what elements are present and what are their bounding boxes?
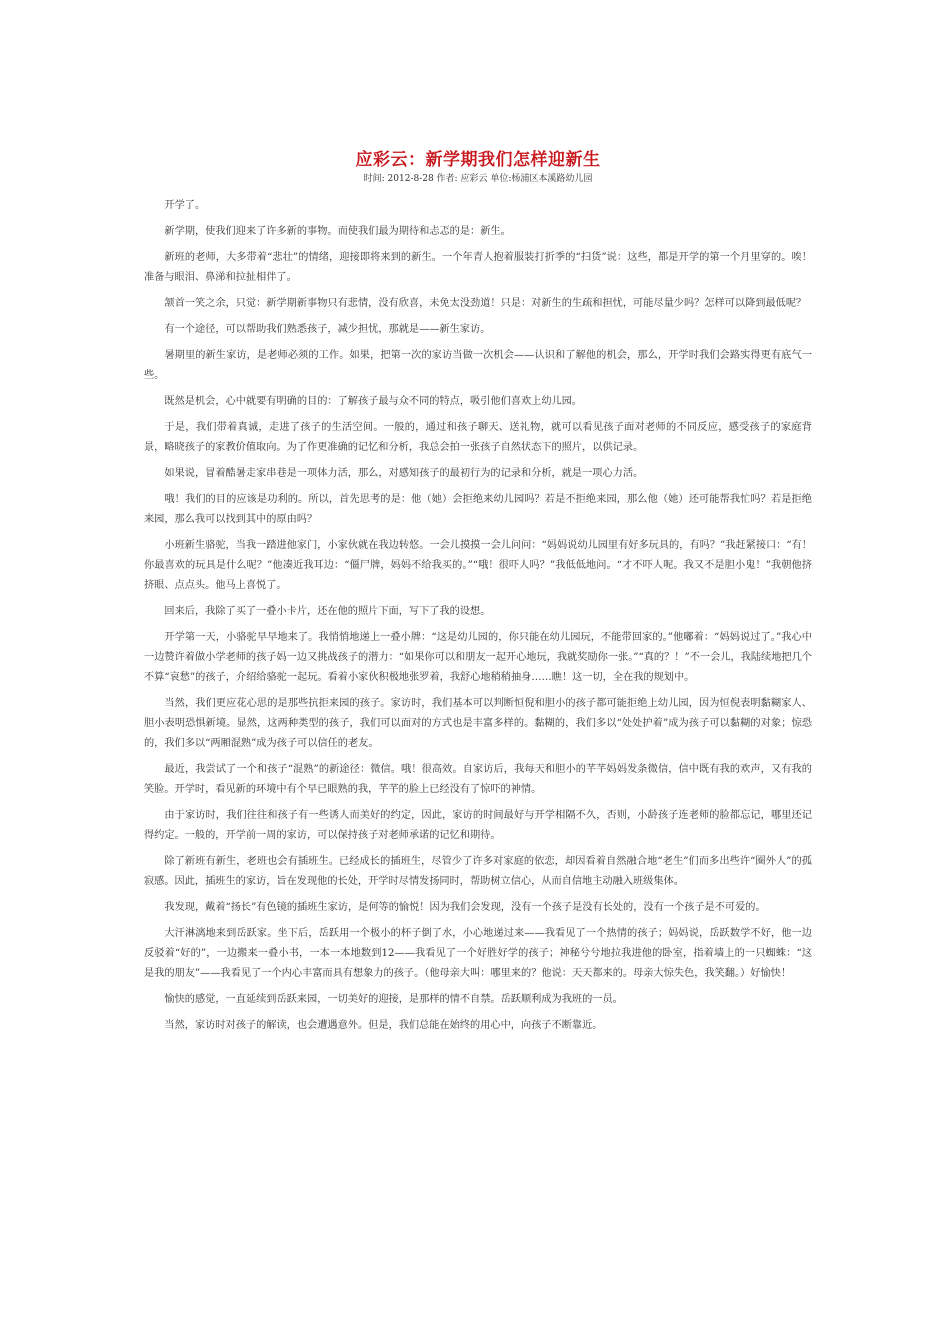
paragraph: 于是，我们带着真诚，走进了孩子的生活空间。一般的，通过和孩子聊天、送礼物，就可以看见孩子面对老师的不同反应，感受孩子的家庭背景，略晓孩子的家教价值取向。为了作更准确的记忆和分析，我总会拍一张孩子自然状态下的照片，以供记录。 [144, 422, 812, 453]
paragraph: 回来后，我除了买了一叠小卡片，还在他的照片下面，写下了我的设想。 [164, 606, 491, 617]
paragraph: 我发现，戴着“扬长”有色镜的插班生家访，是何等的愉悦！因为我们会发现，没有一个孩子是没有长处的，没有一个孩子是不可爱的。 [164, 902, 766, 913]
paragraph: 小班新生骆驼，当我一踏进他家门，小家伙就在我边转悠。一会儿摸摸一会儿问问：“妈妈说幼儿园里有好多玩具的，有吗？”我赶紧接口：“有！你最喜欢的玩具是什么呢？”他凑近我耳边：“僵尸牌，妈妈不给我买的。”“哦！很吓人吗？”我低低地问。“才不吓人呢。我又不是胆小鬼！”我朝他挤挤眼、点点头。他马上喜悦了。 [144, 540, 812, 591]
article-title: 应彩云：新学期我们怎样迎新生 [355, 150, 601, 170]
paragraph: 开学了。 [164, 200, 206, 211]
paragraph: 新班的老师，大多带着“悲壮”的情绪，迎接即将来到的新生。一个年青人抱着服装打折季的“扫货”说：这些，都是开学的第一个月里穿的。唉！准备与眼泪、鼻涕和拉扯相伴了。 [144, 252, 812, 283]
paragraph: 暑期里的新生家访，是老师必须的工作。如果，把第一次的家访当做一次机会——认识和了解他的机会，那么，开学时我们会路实得更有底气一些。 [144, 350, 812, 381]
paragraph: 颔首一笑之余，只觉：新学期新事物只有悲情，没有欣喜，未免太没劲道！只是：对新生的生疏和担忧，可能尽量少吗？怎样可以降到最低呢？ [164, 298, 807, 309]
paragraph: 既然是机会，心中就要有明确的目的：了解孩子最与众不同的特点，吸引他们喜欢上幼儿园。 [164, 396, 583, 407]
paragraph: 当然，家访时对孩子的解读，也会遭遇意外。但是，我们总能在始终的用心中，向孩子不断靠近。 [164, 1020, 603, 1031]
paragraph: 由于家访时，我们往往和孩子有一些诱人而美好的约定，因此，家访的时间最好与开学相隔不久，否则，小龄孩子连老师的脸都忘记，哪里还记得约定。一般的，开学前一周的家访，可以保持孩子对老师承诺的记忆和期待。 [144, 810, 812, 841]
paragraph: 当然，我们更应花心思的是那些抗拒来园的孩子。家访时，我们基本可以判断恒倪和胆小的孩子都可能拒绝上幼儿园，因为恒倪表明黏糊家人、胆小表明恐惧新境。显然，这两种类型的孩子，我们可以面对的方式也是丰富多样的。黏糊的，我们多以“处处护着”成为孩子可以黏糊的对象；惊恐的，我们多以“两厢混熟”成为孩子可以信任的老友。 [144, 698, 812, 749]
article-page [144, 148, 812, 1042]
paragraph: 大汗淋漓地来到岳跃家。坐下后，岳跃用一个极小的杯子倒了水，小心地递过来——我看见了一个热情的孩子；妈妈说，岳跃数学不好，他一边反驳着“好的”，一边搬来一叠小书，一本一本地数到12——我看见了一个好胜好学的孩子；神秘兮兮地拉我进他的卧室，指着墙上的一只蜘蛛：“这是我的朋友”——我看见了一个内心丰富而具有想象力的孩子。（他母亲大叫：哪里来的？他说：天天都来的。母亲大惊失色，我笑翻。）好愉快！ [144, 928, 812, 979]
paragraph: 最近，我尝试了一个和孩子“混熟”的新途径：微信。哦！很高效。自家访后，我每天和胆小的芊芊妈妈发条微信，信中既有我的欢声，又有我的笑脸。开学时，看见新的环境中有个早已眼熟的我，芊芊的脸上已经没有了惊吓的神情。 [144, 764, 812, 795]
article-body [144, 196, 812, 1036]
paragraph: 新学期，使我们迎来了许多新的事物。而使我们最为期待和忐忑的是：新生。 [164, 226, 511, 237]
paragraph: 愉快的感觉，一直延续到岳跃来园，一切美好的迎接，是那样的情不自禁。岳跃顺利成为我班的一员。 [164, 994, 623, 1005]
paragraph: 除了新班有新生，老班也会有插班生。已经成长的插班生，尽管少了许多对家庭的依恋，却因看着自然融合地“老生”们而多出些许“圈外人”的孤寂感。因此，插班生的家访，旨在发现他的长处，开学时尽情发扬同时，帮助树立信心，从而自信地主动融入班级集体。 [144, 856, 812, 887]
paragraph: 开学第一天，小骆驼早早地来了。我悄悄地递上一叠小牌：“这是幼儿园的，你只能在幼儿园玩，不能带回家的。”他嘟着：“妈妈说过了。”我心中一边赞许着做小学老师的孩子妈一边又挑战孩子的潜力：“如果你可以和朋友一起开心地玩，我就奖励你一张。”“真的？！”不一会儿，我陆续地把几个不算“哀愁”的孩子，介绍给骆驼一起玩。看着小家伙积极地张罗着，我舒心地稍稍抽身……瞧！这一切，全在我的规划中。 [144, 632, 812, 683]
paragraph: 哦！我们的目的应该是功利的。所以，首先思考的是：他（她）会拒绝来幼儿园吗？若是不拒绝来园，那么他（她）还可能帮我忙吗？若是拒绝来园，那么我可以找到其中的原由吗？ [144, 494, 812, 525]
article-meta: 时间: 2012-8-28 作者: 应彩云 单位:杨浦区本溪路幼儿园 [363, 174, 593, 184]
paragraph: 如果说，冒着酷暑走家串巷是一项体力活，那么，对感知孩子的最初行为的记录和分析，就是一项心力活。 [164, 468, 644, 479]
paragraph: 有一个途径，可以帮助我们熟悉孩子，减少担忧，那就是——新生家访。 [164, 324, 491, 335]
